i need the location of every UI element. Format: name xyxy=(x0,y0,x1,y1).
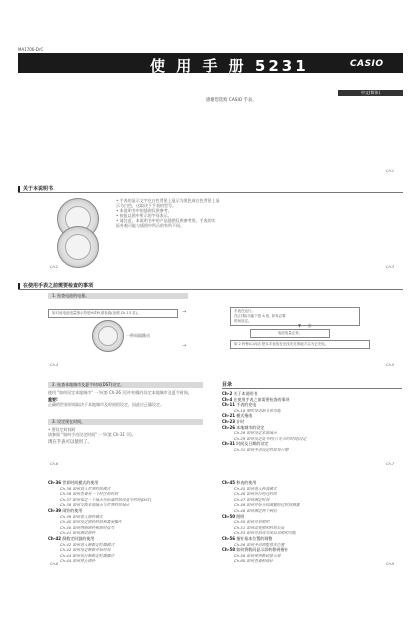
toc-title: 如何查看另一个时区的时间 xyxy=(72,491,119,497)
step2-text-block xyxy=(48,390,198,407)
step3-line: 请参阅 "如何手动设定时间" 一节(第 Ch-31 页)。 xyxy=(48,432,136,437)
toc-title: 本地城市的设定 xyxy=(236,424,265,430)
toc-title: 如何交换本地城市与世界时间城市 xyxy=(72,502,130,508)
toc-code: Ch-50 xyxy=(222,513,236,519)
toc-title: 如何开始分段测量经过时间测量 xyxy=(246,502,300,508)
toc-code: Ch-39 xyxy=(60,513,72,519)
toc-title: 关于本说明书 xyxy=(233,391,258,396)
toc-title: 如何指定一个城市在标准时间或夏令时间(DST) xyxy=(72,496,152,502)
page-number: Ch-1 xyxy=(386,169,395,173)
section-divider xyxy=(18,192,403,193)
section-marker xyxy=(18,283,20,289)
toc-title: 如何测定时间 xyxy=(246,496,270,502)
toc-code: Ch-38 xyxy=(60,502,72,508)
step3-line: • 要设定时间时 xyxy=(48,427,76,432)
watch-dial xyxy=(98,326,118,346)
page-number: Ch-2 xyxy=(50,265,59,269)
toc-title: 如何将数码显示屏转移到指针 xyxy=(236,547,289,553)
toc-code: Ch-56 xyxy=(222,535,236,541)
toc-code: Ch-40 xyxy=(60,519,72,525)
page-number: Ch-9 xyxy=(386,562,395,566)
toc-title: 如何进入闹铃模式 xyxy=(72,513,103,519)
toc-subentry[interactable] xyxy=(222,558,402,564)
section-divider xyxy=(18,289,403,290)
toc-title: 如何改变照明时间长度 xyxy=(246,524,285,530)
about-line: 示为白色，这取决于手表的型号。 xyxy=(116,203,176,208)
toc-code: Ch-4 xyxy=(222,396,233,402)
page-number: Ch-5 xyxy=(386,363,395,367)
about-text-block xyxy=(116,198,220,228)
toc-title: 如何执行倒数定时器操作 xyxy=(72,552,115,558)
watch-dial xyxy=(65,234,91,260)
toc-title: 照明 xyxy=(236,513,245,519)
toc-code: Ch-23 xyxy=(222,418,236,424)
toc-code: Ch-42 xyxy=(60,541,72,547)
toc-code: Ch-36 xyxy=(48,480,62,485)
step-bar: 1. 检查电池的电量。 xyxy=(48,293,188,299)
about-line: • 手表的显示文字在白色背景上显示为黑色或白色背景上显 xyxy=(116,198,220,203)
toc-title: 如何设定夏令时(日光节约时间)设定 xyxy=(246,435,307,441)
manual-title: 使 用 手 册 5231 xyxy=(150,57,309,75)
greeting-text: 感谢您选购 CASIO 手表。 xyxy=(206,98,257,103)
toc-title: 手表的充电 xyxy=(236,402,257,408)
toc-code: Ch-42 xyxy=(48,535,62,541)
model-code: MA1706-DrC xyxy=(18,47,44,52)
toc-code: Ch-31 xyxy=(222,441,236,447)
toc-code: Ch-29 xyxy=(234,435,246,441)
about-line: • 请注意，本说明书中的产品插图仅供参考用。手表的实 xyxy=(116,218,216,223)
toc-code: Ch-45 xyxy=(234,485,246,491)
section-heading-text: 关于本说明书 xyxy=(23,186,54,192)
toc-title: 如何鸣响闹铃和报时信号 xyxy=(72,524,115,530)
status-box-running xyxy=(230,307,360,326)
toc-code: Ch-11 xyxy=(222,402,236,408)
toc-title: 如何设定闹铃时间和需要操作 xyxy=(72,519,122,525)
status-line: 时间设定。 xyxy=(234,319,252,323)
status-box-ok: 电池电量正常。 xyxy=(250,329,330,338)
toc-subentry[interactable] xyxy=(48,558,213,564)
contents-list xyxy=(222,391,402,453)
toc-title: 如何开启照明 xyxy=(246,519,270,525)
toc-title: 指针基本位置的调整 xyxy=(236,535,273,541)
step-bar: 3. 设定现在时间。 xyxy=(48,419,203,425)
brand-logo: CASIO xyxy=(350,59,384,69)
page-number: Ch-3 xyxy=(386,265,395,269)
section-heading-before-use xyxy=(18,282,93,289)
toc-code: Ch-31 xyxy=(234,446,246,452)
toc-code: Ch-48 xyxy=(234,507,246,513)
toc-code: Ch-53 xyxy=(234,530,246,536)
about-line: • 本说明书中的插图仅供参考， xyxy=(116,208,172,213)
toc-code: Ch-40 xyxy=(60,524,72,530)
contents-title: 目录 xyxy=(222,382,233,388)
toc-code: Ch-39 xyxy=(48,507,62,513)
status-line: 在(日期)功能下按 A 钮, 如有必要 xyxy=(234,314,286,318)
step-bar: 2. 检查本地城市及夏令时间(DST)设定。 xyxy=(48,382,203,388)
toc-title: 如何查看和指针 xyxy=(246,558,274,564)
toc-title: 如何执行经过时间 xyxy=(246,491,277,497)
toc-title: 如何进入世界时间模式 xyxy=(72,485,111,491)
toc-code: Ch-21 xyxy=(222,413,236,419)
step2-instruction: 使用 "如何设定本地城市" 一节(第 Ch-26 页)中的操作设定本地城市及夏令时间。 xyxy=(48,390,192,395)
toc-subentry[interactable] xyxy=(222,447,402,453)
section-heading-text: 在使用手表之前需要检查的事项 xyxy=(23,283,94,289)
toc-title: 在使用手表之前需要检查的事项 xyxy=(233,396,290,402)
page-number: Ch-6 xyxy=(50,462,59,466)
toc-title: 如何停止闹铃 xyxy=(72,558,96,564)
toc-title: 如何设定倒数开始时间 xyxy=(72,547,111,553)
toc-title: 如何测定两个到达 xyxy=(246,507,277,513)
arrow-right-icon: → xyxy=(182,309,187,315)
toc-code: Ch-45 xyxy=(222,480,236,485)
section-heading-about xyxy=(18,185,53,192)
toc-code: Ch-44 xyxy=(60,558,72,564)
toc-title: 如何开启或关闭自动照明功能 xyxy=(246,530,296,536)
arrow-right-icon: → xyxy=(182,343,187,349)
toc-code: Ch-60 xyxy=(234,558,246,564)
status-box-charge: 如 2 秒钟(L)闪动 把本手表放在光线充足的地方以为它充电。 xyxy=(230,340,370,349)
toc-code: Ch-36 xyxy=(60,491,72,497)
toc-code: Ch-44 xyxy=(60,552,72,558)
toc-code: Ch-26 xyxy=(222,424,236,430)
toc-title: 如何手动调整基本位置 xyxy=(246,541,285,547)
toc-title: 计时 xyxy=(236,418,245,424)
important-text: 正确的世界时间取决于本地城市及时间的设定，因此应正确设定。 xyxy=(48,402,164,407)
important-label: 重要! xyxy=(48,397,58,402)
page-number: Ch-8 xyxy=(50,562,59,566)
contents-divider xyxy=(222,388,402,389)
page-number: Ch-4 xyxy=(50,363,59,367)
toc-code: Ch-47 xyxy=(234,496,246,502)
toc-code: Ch-36 xyxy=(60,485,72,491)
toc-code: Ch-56 xyxy=(234,541,246,547)
toc-title: 如何设定本地城市 xyxy=(246,430,277,436)
about-line: • 按钮以图中所示的字母表示。 xyxy=(116,213,172,218)
about-line: 际外观可能与插图中所示的有所不同。 xyxy=(116,223,184,228)
toc-code: Ch-28 xyxy=(234,430,246,436)
toc-title: 倒数定时器的使用 xyxy=(62,535,95,541)
toc-code: Ch-37 xyxy=(60,496,72,502)
toc-title: 时间及日期的设定 xyxy=(236,441,269,447)
dial-note: 一秒间隔跳动 xyxy=(126,333,150,338)
toc-code: Ch-42 xyxy=(60,547,72,553)
toc-title: 闹铃的使用 xyxy=(62,507,83,513)
toc-title: 如何使用数码显示屏 xyxy=(246,552,281,558)
flow-arrow-label: ▼ 一 步 xyxy=(298,323,312,328)
toc-code: Ch-58 xyxy=(234,552,246,558)
status-line: 手表在运行。 xyxy=(234,309,255,313)
language-tag: 中文(简体) xyxy=(338,90,403,96)
page-number: Ch-7 xyxy=(386,462,395,466)
toc-code: Ch-18 xyxy=(234,407,246,413)
toc-title: 如何手动设定时间及日期 xyxy=(246,446,289,452)
toc-title: 照明及电源节省功能 xyxy=(246,407,281,413)
toc-title: 如何进入倒数定时器模式 xyxy=(72,541,115,547)
toc-code: Ch-46 xyxy=(234,491,246,497)
toc-code: Ch-2 xyxy=(222,391,233,396)
index-list-left xyxy=(48,480,213,564)
section-marker xyxy=(18,186,20,192)
watch-dial-illustration xyxy=(92,320,124,352)
toc-code: Ch-48 xyxy=(234,502,246,508)
battery-check-box: 如对此电池电量指示符是H或M,请参阅(参照 Ch-13 页)。 xyxy=(48,309,178,318)
toc-code: Ch-50 xyxy=(234,519,246,525)
toc-title: 如何测试闹铃 xyxy=(72,530,96,536)
toc-code: Ch-51 xyxy=(234,524,246,530)
toc-title: 世界时间模式的使用 xyxy=(62,480,99,485)
toc-title: 秒表的使用 xyxy=(236,480,257,485)
watch-illustration-alt xyxy=(57,226,99,268)
toc-title: 模式指南 xyxy=(236,413,253,419)
toc-code: Ch-58 xyxy=(222,547,236,553)
index-list-right xyxy=(222,480,402,564)
toc-code: Ch-41 xyxy=(60,530,72,536)
toc-title: 如何进入秒表模式 xyxy=(246,485,277,491)
ready-note: 现在手表可以使用了。 xyxy=(48,440,92,445)
